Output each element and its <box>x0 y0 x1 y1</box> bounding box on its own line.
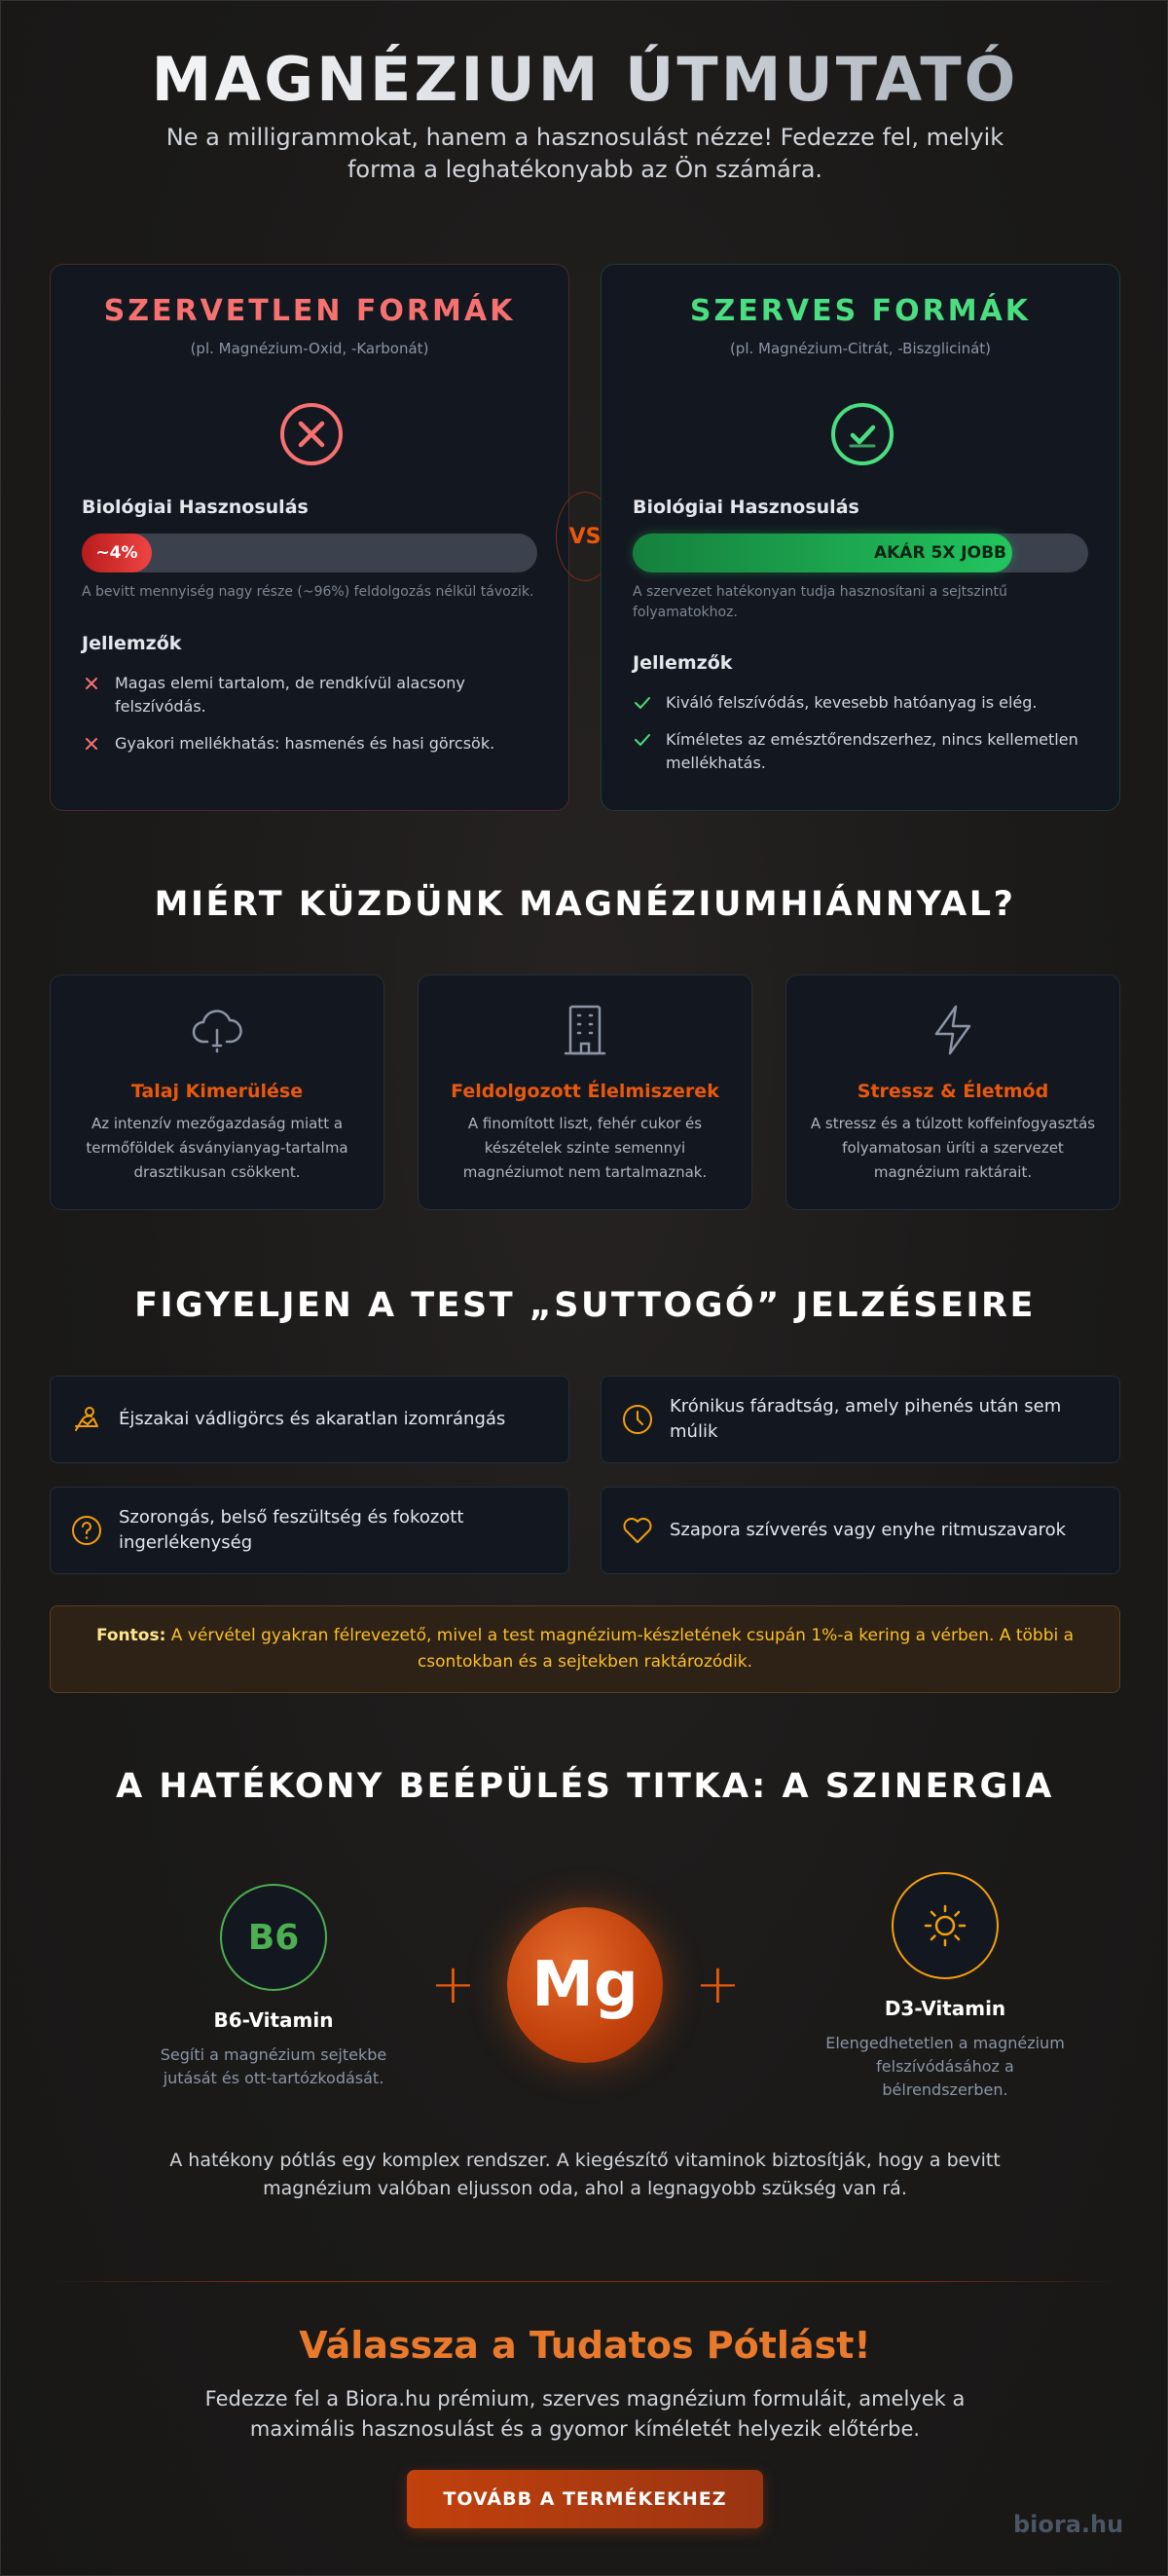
d3-name: D3-Vitamin <box>884 1997 1006 2020</box>
b6-name: B6-Vitamin <box>213 2008 334 2032</box>
symptom-text: Szorongás, belső feszültség és fokozott ingerlékenység <box>119 1507 464 1553</box>
inorganic-features-title: Jellemzők <box>82 633 182 654</box>
plus-sign-right: + <box>695 1953 741 2016</box>
building-icon <box>556 1001 614 1059</box>
inorganic-title: SZERVETLEN FORMÁK <box>103 294 516 328</box>
plus-sign-left: + <box>430 1953 476 2016</box>
cta-text: Fedezze fel a Biora.hu prémium, szerves magnézium formuláit, amelyek a maximális hasznosulást és a gyomor kíméletét helyezik előtérbe. <box>204 2387 966 2441</box>
organic-bio-bar <box>633 534 1088 572</box>
symptom-item-heart <box>601 1487 1120 1574</box>
check-icon <box>633 728 652 752</box>
d3-desc: Elengedhetetlen a magnézium felszívódásához a bélrendszerben. <box>825 2034 1065 2099</box>
cause-text: Az intenzív mezőgazdaság miatt a termőföldek ásványianyag-tartalma drasztikusan csökkent. <box>86 1115 348 1181</box>
feature-text: Gyakori mellékhatás: hasmenés és hasi görcsök. <box>115 734 495 753</box>
vs-badge: VS <box>556 492 614 581</box>
feature-text: Kiváló felszívódás, kevesebb hatóanyag is elég. <box>666 693 1038 712</box>
symptom-item-cramps <box>50 1376 569 1463</box>
symptoms-title: FIGYELJEN A TEST „SUTTOGÓ” JELZÉSEIRE <box>134 1286 1036 1325</box>
causes-title: MIÉRT KÜZDÜNK MAGNÉZIUMHIÁNNYAL? <box>154 885 1016 924</box>
brand-logo: biora.hu <box>1013 2511 1124 2538</box>
check-icon <box>633 691 652 715</box>
b6-symbol: B6 <box>247 1917 300 1958</box>
inorganic-forms-card <box>50 264 569 811</box>
cause-card-soil <box>50 975 384 1210</box>
organic-features-list <box>633 691 1090 789</box>
organic-forms-card <box>601 264 1120 811</box>
feature-text: Magas elemi tartalom, de rendkívül alacsony felszívódás. <box>115 674 465 716</box>
symptom-text: Krónikus fáradtság, amely pihenés után sem múlik <box>670 1396 1062 1442</box>
cause-card-stress <box>785 975 1120 1210</box>
organic-bio-value: AKÁR 5X JOBB <box>873 543 1006 563</box>
organic-features-title: Jellemzők <box>633 652 733 674</box>
lightning-icon <box>924 1001 982 1059</box>
cause-text: A stressz és a túlzott koffeinfogyasztás folyamatosan üríti a szervezet magnézium raktárait. <box>810 1115 1096 1181</box>
heart-icon <box>621 1514 654 1547</box>
cause-title: Feldolgozott Élelmiszerek <box>451 1081 719 1102</box>
inorganic-bio-bar-fill <box>82 534 152 572</box>
b6-badge <box>220 1884 327 1991</box>
inorganic-note: (pl. Magnézium-Oxid, -Karbonát) <box>190 340 429 357</box>
cta-title: Válassza a Tudatos Pótlást! <box>299 2324 871 2367</box>
inorganic-bio-bar <box>82 534 537 572</box>
d3-badge <box>892 1872 999 1979</box>
to-products-button[interactable]: TOVÁBB A TERMÉKEKHEZ <box>407 2470 763 2528</box>
page-subtitle: Ne a milligrammokat, hanem a hasznosulást nézze! Fedezze fel, melyik forma a leghatékonyabb az Ön számára. <box>165 124 1004 183</box>
list-item <box>633 728 1090 775</box>
inorganic-bio-label: Biológiai Hasznosulás <box>82 497 309 518</box>
list-item <box>633 691 1090 715</box>
check-circle-icon <box>829 401 895 467</box>
cramp-icon <box>70 1403 103 1436</box>
question-circle-icon <box>70 1514 103 1547</box>
note-bold: Fontos: <box>95 1626 166 1645</box>
note-paragraph <box>66 1623 1104 1675</box>
clock-icon <box>621 1403 654 1436</box>
inorganic-features-list <box>82 672 539 769</box>
inorganic-bio-value: ~4% <box>95 543 138 563</box>
cloud-rain-icon <box>188 1001 246 1059</box>
list-item <box>82 672 539 718</box>
x-icon <box>82 672 101 695</box>
synergy-text: A hatékony pótlás egy komplex rendszer. A kiegészítő vitaminok biztosítják, hogy a bevitt magnézium valóban eljusson oda, ahol a legnagyobb szükség van rá. <box>169 2150 1001 2199</box>
cause-text: A finomított liszt, fehér cukor és készételek szinte semennyi magnéziumot nem tartalmaznak. <box>462 1115 708 1181</box>
important-note <box>50 1605 1120 1693</box>
x-circle-icon <box>278 401 345 467</box>
note-text: A vérvétel gyakran félrevezető, mivel a test magnézium-készletének csupán 1%-a kering a vérben. A többi a csontokban és a sejtekben raktározódik. <box>165 1626 1075 1672</box>
organic-note: (pl. Magnézium-Citrát, -Biszglicinát) <box>729 340 992 357</box>
feature-text: Kíméletes az emésztőrendszerhez, nincs kellemetlen mellékhatás. <box>666 730 1078 772</box>
organic-bio-desc: A szervezet hatékonyan tudja hasznosítani a sejtszintű folyamatokhoz. <box>633 584 1007 620</box>
x-icon <box>82 732 101 755</box>
organic-title: SZERVES FORMÁK <box>689 294 1032 328</box>
cause-title: Talaj Kimerülése <box>130 1081 304 1102</box>
synergy-title: A HATÉKONY BEÉPÜLÉS TITKA: A SZINERGIA <box>116 1767 1054 1806</box>
b6-desc: Segíti a magnézium sejtekbe jutását és ott-tartózkodását. <box>160 2045 387 2087</box>
organic-bio-bar-fill <box>633 534 1012 572</box>
symptom-item-fatigue <box>601 1376 1120 1463</box>
section-divider <box>50 2281 1120 2282</box>
inorganic-bio-desc: A bevitt mennyiség nagy része (~96%) feldolgozás nélkül távozik. <box>82 584 534 600</box>
magnesium-badge: Mg <box>507 1907 663 2063</box>
page-title: MAGNÉZIUM ÚTMUTATÓ <box>1 44 1168 115</box>
sun-icon <box>920 1900 970 1951</box>
symptom-text: Éjszakai vádligörcs és akaratlan izomrángás <box>119 1409 506 1429</box>
list-item <box>82 732 539 755</box>
symptom-text: Szapora szívverés vagy enyhe ritmuszavarok <box>670 1520 1067 1540</box>
cause-title: Stressz & Életmód <box>857 1081 1049 1102</box>
symptom-item-anxiety <box>50 1487 569 1574</box>
organic-bio-label: Biológiai Hasznosulás <box>633 497 859 518</box>
cause-card-processed-food <box>418 975 752 1210</box>
